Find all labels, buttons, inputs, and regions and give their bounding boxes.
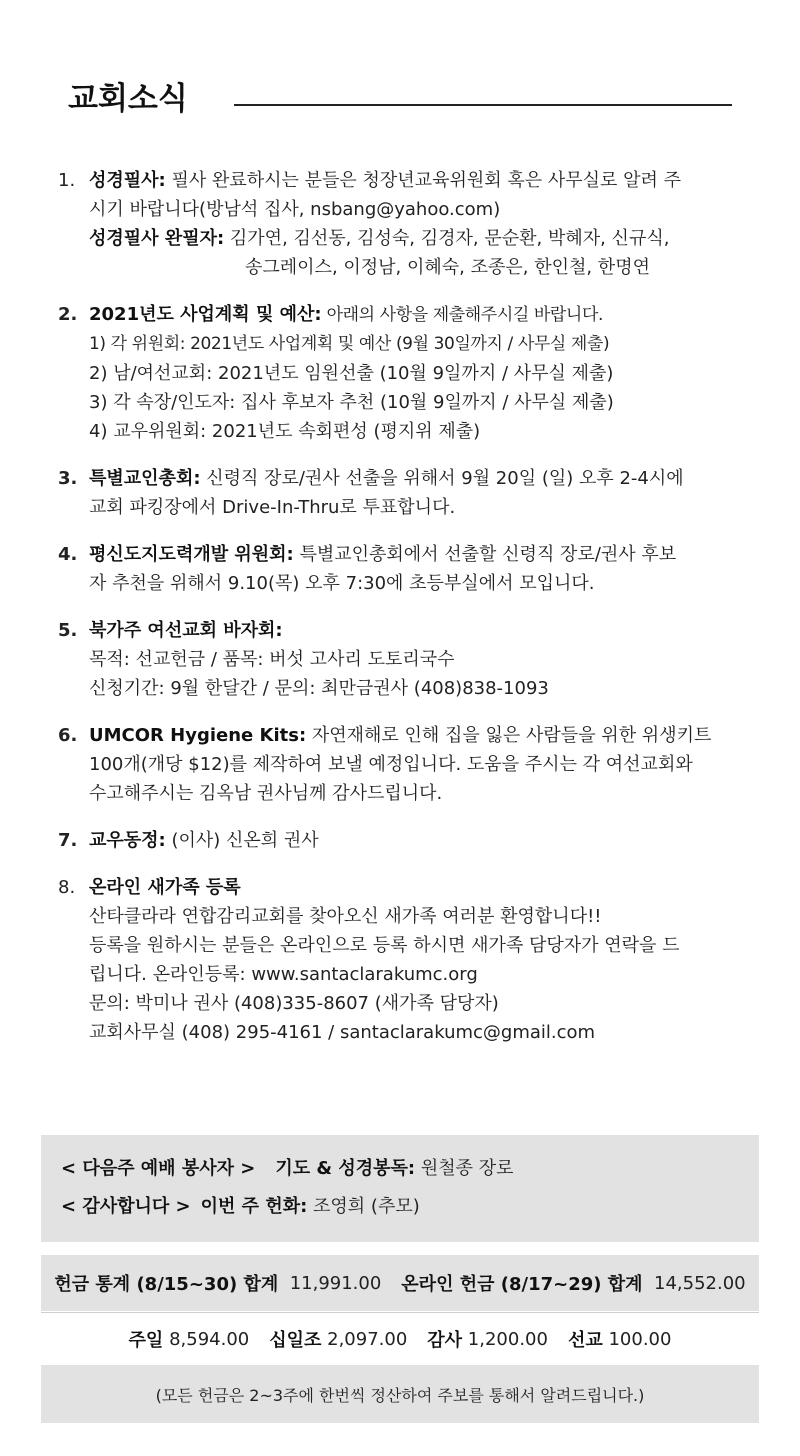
news-item-lay-leadership	[58, 540, 758, 598]
item-line: 등록을 원하시는 분들은 온라인으로 등록 하시면 새가족 담당자가 연락을 드	[89, 935, 680, 956]
mission-label: 선교	[567, 1330, 603, 1351]
offering-totals-row	[41, 1255, 759, 1311]
item-first-line	[89, 616, 758, 645]
news-item-special-meeting	[58, 464, 758, 522]
offering-breakdown-row	[41, 1312, 759, 1366]
item-title: 북가주 여선교회 바자회:	[89, 620, 283, 641]
item-number: 4.	[58, 544, 78, 565]
online-value: 14,552.00	[654, 1272, 746, 1294]
item-first-line	[89, 540, 758, 569]
item-text: 특별교인총회에서 선출할 신령직 장로/권사 후보	[293, 544, 677, 565]
item-title: 교우동정:	[89, 830, 166, 851]
item-text: 신령직 장로/권사 선출을 위해서 9월 20일 (일) 오후 2-4시에	[200, 468, 684, 489]
sub-text: 김가연, 김선동, 김성숙, 김경자, 문순환, 박혜자, 신규식,	[224, 228, 670, 249]
item-title: UMCOR Hygiene Kits:	[89, 725, 307, 746]
thanks-name: 조영희 (추모)	[307, 1196, 420, 1217]
item-line: 립니다. 온라인등록: www.santaclarakumc.org	[89, 964, 478, 985]
item-line: 목적: 선교헌금 / 품목: 버섯 고사리 도토리국수	[89, 649, 455, 670]
item-line: 시기 바랍니다(방남석 집사, nsbang@yahoo.com)	[89, 199, 501, 220]
item-line: 4) 교우위원회: 2021년도 속회편성 (평지위 제출)	[89, 421, 481, 442]
news-item-business-plan	[58, 300, 758, 446]
tithe-value: 2,097.00	[327, 1328, 408, 1350]
offering-note: (모든 헌금은 2~3주에 한번씩 정산하여 주보를 통해서 알려드립니다.)	[155, 1385, 645, 1405]
item-number: 7.	[58, 830, 78, 851]
item-number: 8.	[58, 877, 76, 898]
item-first-line	[89, 721, 758, 750]
offering-table	[41, 1255, 759, 1423]
volunteer-box	[41, 1135, 759, 1242]
item-text: (이사) 신온희 권사	[165, 830, 319, 851]
servers-label: < 다음주 예배 봉사자 >	[61, 1158, 256, 1179]
sub-line-2: 송그레이스, 이정남, 이혜숙, 조종은, 한인철, 한명연	[245, 257, 650, 278]
item-text: 아래의 사항을 제출해주시길 바랍니다.	[321, 305, 603, 325]
total-label: 헌금 통계 (8/15~30) 합계	[54, 1274, 279, 1295]
item-sub-line	[89, 224, 758, 253]
item-line: 산타클라라 연합감리교회를 찾아오신 새가족 여러분 환영합니다!!	[89, 906, 602, 927]
sub-title: 성경필사 완필자:	[89, 228, 225, 249]
tithe-label: 십일조	[269, 1330, 322, 1351]
online-label: 온라인 헌금 (8/17~29) 합계	[401, 1274, 643, 1295]
item-first-line	[89, 166, 758, 195]
item-number: 3.	[58, 468, 78, 489]
title-rule	[234, 104, 732, 106]
page-title: 교회소식	[68, 81, 188, 117]
news-list	[58, 166, 758, 1065]
servers-name: 원철종 장로	[415, 1158, 514, 1179]
sunday-label: 주일	[128, 1330, 164, 1351]
item-number: 6.	[58, 725, 78, 746]
item-line: 100개(개당 $12)를 제작하여 보낼 예정입니다. 도움을 주시는 각 여선교회와	[89, 754, 693, 775]
thanks-row	[61, 1192, 420, 1222]
news-item-scripture-copying	[58, 166, 758, 282]
item-line: 교회사무실 (408) 295-4161 / santaclarakumc@gmail.com	[89, 1022, 596, 1043]
page-header	[68, 76, 732, 126]
thanks-role: 이번 주 헌화:	[200, 1196, 308, 1217]
item-first-line	[89, 464, 758, 493]
sunday-value: 8,594.00	[169, 1328, 250, 1350]
item-title: 2021년도 사업계획 및 예산:	[89, 304, 322, 325]
item-number: 1.	[58, 170, 76, 191]
item-title: 평신도지도력개발 위원회:	[89, 544, 294, 565]
thanks-offering-label: 감사	[427, 1330, 463, 1351]
item-first-line	[89, 300, 758, 330]
item-line: 교회 파킹장에서 Drive-In-Thru로 투표합니다.	[89, 497, 456, 518]
total-value: 11,991.00	[289, 1272, 382, 1294]
item-line: 신청기간: 9월 한달간 / 문의: 최만금권사 (408)838-1093	[89, 678, 549, 699]
item-first-line	[89, 826, 758, 855]
item-line: 2) 남/여선교회: 2021년도 임원선출 (10월 9일까지 / 사무실 제출)	[89, 363, 614, 384]
item-text: 필사 완료하시는 분들은 청장년교육위원회 혹은 사무실로 알려 주	[165, 170, 681, 191]
news-item-bazaar	[58, 616, 758, 703]
thanks-label: < 감사합니다 >	[61, 1196, 191, 1217]
item-line: 문의: 박미나 권사 (408)335-8607 (새가족 담당자)	[89, 993, 499, 1014]
item-line: 1) 각 위원회: 2021년도 사업계획 및 예산 (9월 30일까지 / 사무실 제출)	[89, 334, 610, 354]
item-title: 온라인 새가족 등록	[89, 877, 241, 898]
servers-role: 기도 & 성경봉독:	[275, 1158, 416, 1179]
item-line: 자 추천을 위해서 9.10(목) 오후 7:30에 초등부실에서 모입니다.	[89, 573, 595, 594]
item-line: 3) 각 속장/인도자: 집사 후보자 추천 (10월 9일까지 / 사무실 제출)	[89, 392, 614, 413]
mission-value: 100.00	[608, 1328, 672, 1350]
item-line: 수고해주시는 김옥남 권사님께 감사드립니다.	[89, 783, 443, 804]
thanks-offering-value: 1,200.00	[467, 1328, 548, 1350]
item-number: 2.	[58, 304, 78, 325]
item-text: 자연재해로 인해 집을 잃은 사람들을 위한 위생키트	[306, 725, 712, 746]
news-item-new-family	[58, 873, 758, 1047]
next-week-servers	[61, 1154, 514, 1184]
news-item-member-news	[58, 826, 758, 855]
item-title: 특별교인총회:	[89, 468, 201, 489]
news-item-hygiene-kits	[58, 721, 758, 808]
offering-note-row	[41, 1365, 759, 1423]
item-first-line	[89, 873, 758, 902]
item-number: 5.	[58, 620, 78, 641]
item-title: 성경필사:	[89, 170, 166, 191]
